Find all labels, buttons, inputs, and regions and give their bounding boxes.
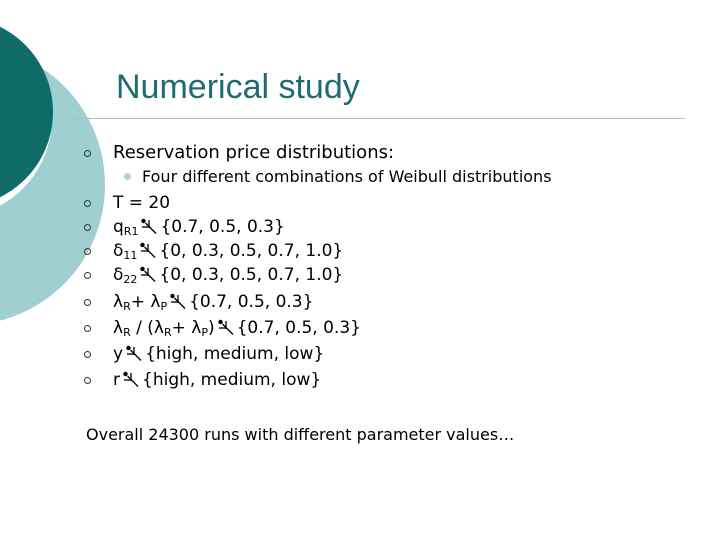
item-value: {0.7, 0.5, 0.3}	[189, 292, 314, 312]
item-subscript: R	[123, 300, 131, 313]
item-subscript: 22	[123, 273, 138, 286]
item-symbol: δ	[113, 265, 124, 285]
hollow-circle-icon	[84, 377, 91, 384]
hollow-circle-icon	[84, 272, 91, 279]
item-operator: / (λ	[130, 318, 164, 338]
hollow-circle-icon	[84, 299, 91, 306]
item-symbol: r	[113, 370, 120, 390]
list-item	[113, 217, 285, 242]
element-of-arrow-icon	[123, 344, 145, 364]
item-symbol: q	[113, 217, 124, 237]
hollow-circle-icon	[84, 224, 91, 231]
item-subscript: R	[123, 326, 131, 339]
element-of-arrow-icon	[167, 292, 189, 312]
element-of-arrow-icon	[137, 265, 159, 285]
item-symbol: y	[113, 344, 124, 364]
item-value: {high, medium, low}	[145, 344, 325, 364]
list-item	[113, 265, 343, 290]
element-of-arrow-icon	[137, 241, 159, 261]
hollow-circle-icon	[84, 150, 91, 157]
item-subscript: 11	[123, 249, 138, 262]
item-subscript: P	[201, 326, 208, 339]
hollow-circle-icon	[84, 200, 91, 207]
item-subscript: R1	[123, 225, 139, 238]
list-item	[113, 344, 324, 364]
item-paren: )	[207, 318, 215, 338]
filled-dot-icon	[124, 173, 131, 180]
title-divider	[70, 118, 685, 119]
element-of-arrow-icon	[215, 318, 237, 338]
list-item	[113, 318, 361, 343]
item-symbol: λ	[113, 292, 124, 312]
item-symbol: T = 20	[113, 193, 171, 213]
list-item	[113, 241, 343, 266]
list-item	[113, 292, 313, 317]
list-item	[113, 370, 321, 390]
item-symbol: λ	[113, 318, 124, 338]
element-of-arrow-icon	[120, 370, 142, 390]
item-value: {0.7, 0.5, 0.3}	[160, 217, 285, 237]
hollow-circle-icon	[84, 325, 91, 332]
item-operator: + λ	[171, 318, 202, 338]
hollow-circle-icon	[84, 351, 91, 358]
list-item	[113, 193, 170, 213]
item-value: {high, medium, low}	[142, 370, 322, 390]
item-value: {0, 0.3, 0.5, 0.7, 1.0}	[159, 241, 344, 261]
item-operator: + λ	[130, 292, 161, 312]
hollow-circle-icon	[84, 248, 91, 255]
item-value: {0.7, 0.5, 0.3}	[236, 318, 361, 338]
slide-title: Numerical study	[116, 68, 360, 106]
item-symbol: δ	[113, 241, 124, 261]
item-subscript: R	[163, 326, 172, 339]
summary-text: Overall 24300 runs with different parameter values…	[86, 425, 515, 444]
item-subscript: P	[160, 300, 168, 313]
sub-item-text: Four different combinations of Weibull distributions	[142, 167, 552, 186]
item-value: {0, 0.3, 0.5, 0.7, 1.0}	[159, 265, 344, 285]
element-of-arrow-icon	[138, 217, 160, 237]
heading-text: Reservation price distributions:	[113, 142, 395, 163]
